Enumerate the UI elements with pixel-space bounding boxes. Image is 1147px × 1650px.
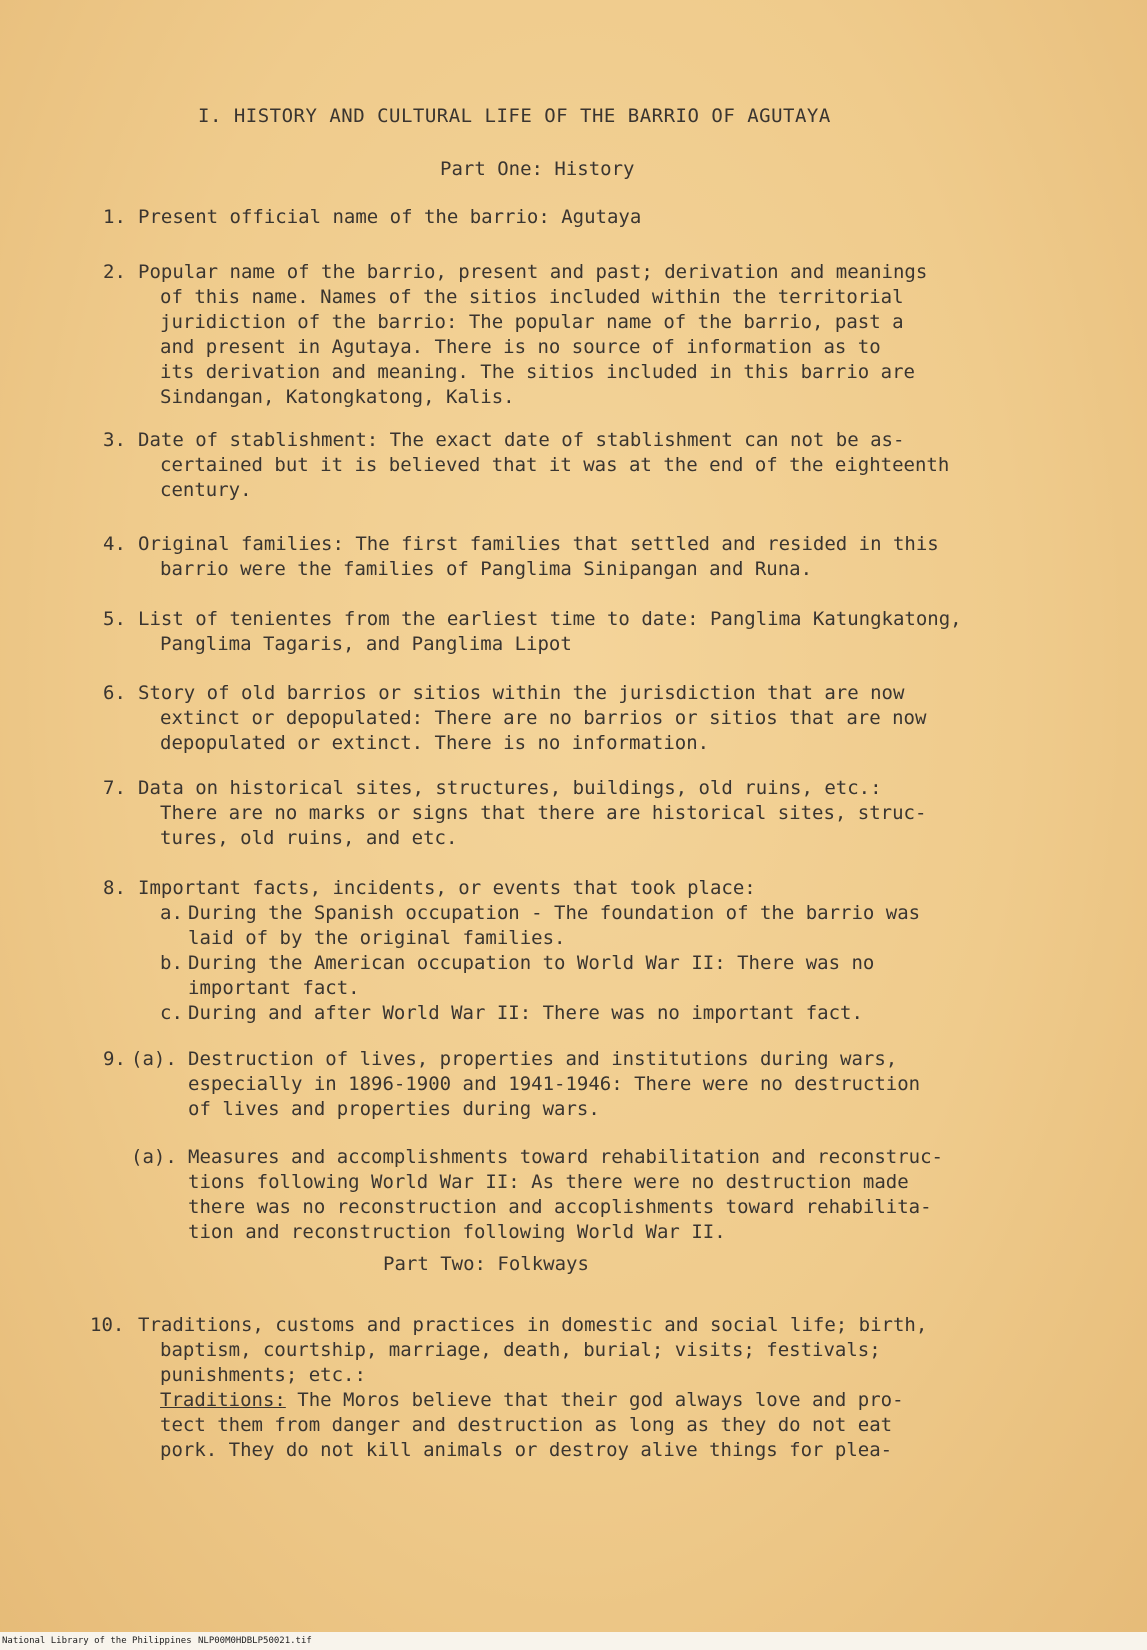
- item-line: Measures and accomplishments toward rehabilitation and reconstruc-: [188, 1146, 943, 1168]
- item-number: 5.: [103, 608, 126, 630]
- item-line: Traditions, customs and practices in domestic and social life; birth,: [138, 1314, 928, 1336]
- item-line: there was no reconstruction and accoplishments toward rehabilita-: [188, 1196, 932, 1218]
- item-line: depopulated or extinct. There is no information.: [160, 732, 710, 754]
- item-line: of lives and properties during wars.: [188, 1098, 600, 1120]
- item-line: tures, old ruins, and etc.: [160, 827, 458, 849]
- item-number: 8.: [103, 877, 126, 899]
- item-number: 10.: [90, 1314, 125, 1336]
- sub-label: (a).: [131, 1048, 177, 1070]
- sub-label: a.: [160, 902, 183, 924]
- item-number: 9.: [103, 1048, 126, 1070]
- traditions-label: Traditions:: [160, 1389, 286, 1411]
- item-line: Sindangan, Katongkatong, Kalis.: [160, 386, 515, 408]
- footer-filename: NLP00M0HDBLP50021.tif: [198, 1636, 312, 1646]
- item-line: tions following World War II: As there were no destruction made: [188, 1171, 909, 1193]
- item-number: 7.: [103, 777, 126, 799]
- item-line: of this name. Names of the sitios included within the territorial: [160, 286, 904, 308]
- item-line: During and after World War II: There was no important fact.: [188, 1002, 863, 1024]
- item-line: Original families: The first families that settled and resided in this: [138, 533, 939, 555]
- item-number: 2.: [103, 261, 126, 283]
- document-title: I. HISTORY AND CULTURAL LIFE OF THE BARRIO OF AGUTAYA: [198, 105, 831, 127]
- item-line: and present in Agutaya. There is no source of information as to: [160, 336, 881, 358]
- traditions-line: [138, 1388, 1058, 1413]
- item-line: laid of by the original families.: [188, 927, 566, 949]
- part-two-heading: Part Two: Folkways: [383, 1253, 589, 1275]
- item-line: barrio were the families of Panglima Sinipangan and Runa.: [160, 558, 813, 580]
- sub-label: b.: [160, 952, 183, 974]
- item-line: During the American occupation to World War II: There was no: [188, 952, 875, 974]
- item-line: certained but it is believed that it was at the end of the eighteenth: [160, 454, 950, 476]
- item-line: juridiction of the barrio: The popular name of the barrio, past a: [160, 311, 904, 333]
- item-line: baptism, courtship, marriage, death, burial; visits; festivals;: [160, 1339, 881, 1361]
- item-number: 4.: [103, 533, 126, 555]
- sub-label: (a).: [131, 1146, 177, 1168]
- item-line: its derivation and meaning. The sitios included in this barrio are: [160, 361, 915, 383]
- item-number: 3.: [103, 429, 126, 451]
- item-number: 1.: [103, 206, 126, 228]
- item-line: Destruction of lives, properties and institutions during wars,: [188, 1048, 898, 1070]
- item-line: especially in 1896-1900 and 1941-1946: There were no destruction: [188, 1073, 921, 1095]
- item-line: Panglima Tagaris, and Panglima Lipot: [160, 633, 572, 655]
- traditions-text: The Moros believe that their god always love and pro-: [285, 1389, 904, 1411]
- item-number: 6.: [103, 682, 126, 704]
- sub-label: c.: [160, 1002, 183, 1024]
- item-line: extinct or depopulated: There are no barrios or sitios that are now: [160, 707, 927, 729]
- item-line: important fact.: [188, 977, 360, 999]
- item-line: Story of old barrios or sitios within the jurisdiction that are now: [138, 682, 905, 704]
- item-line: pork. They do not kill animals or destroy alive things for plea-: [160, 1439, 893, 1461]
- item-line: tion and reconstruction following World War II.: [188, 1221, 726, 1243]
- item-line: During the Spanish occupation - The foundation of the barrio was: [188, 902, 921, 924]
- footer-library: National Library of the Philippines: [2, 1636, 192, 1646]
- item-line: century.: [160, 479, 252, 501]
- item-line: Present official name of the barrio: Agutaya: [138, 206, 642, 228]
- item-line: Popular name of the barrio, present and past; derivation and meanings: [138, 261, 928, 283]
- item-line: tect them from danger and destruction as long as they do not eat: [160, 1414, 893, 1436]
- item-line: Important facts, incidents, or events that took place:: [138, 877, 756, 899]
- part-one-heading: Part One: History: [440, 158, 635, 180]
- item-line: Data on historical sites, structures, buildings, old ruins, etc.:: [138, 777, 882, 799]
- item-line: Date of stablishment: The exact date of stablishment can not be as-: [138, 429, 905, 451]
- item-line: There are no marks or signs that there are historical sites, struc-: [160, 802, 927, 824]
- item-line: punishments; etc.:: [160, 1364, 366, 1386]
- scan-footer: [0, 1634, 1147, 1648]
- item-line: List of tenientes from the earliest time to date: Panglima Katungkatong,: [138, 608, 962, 630]
